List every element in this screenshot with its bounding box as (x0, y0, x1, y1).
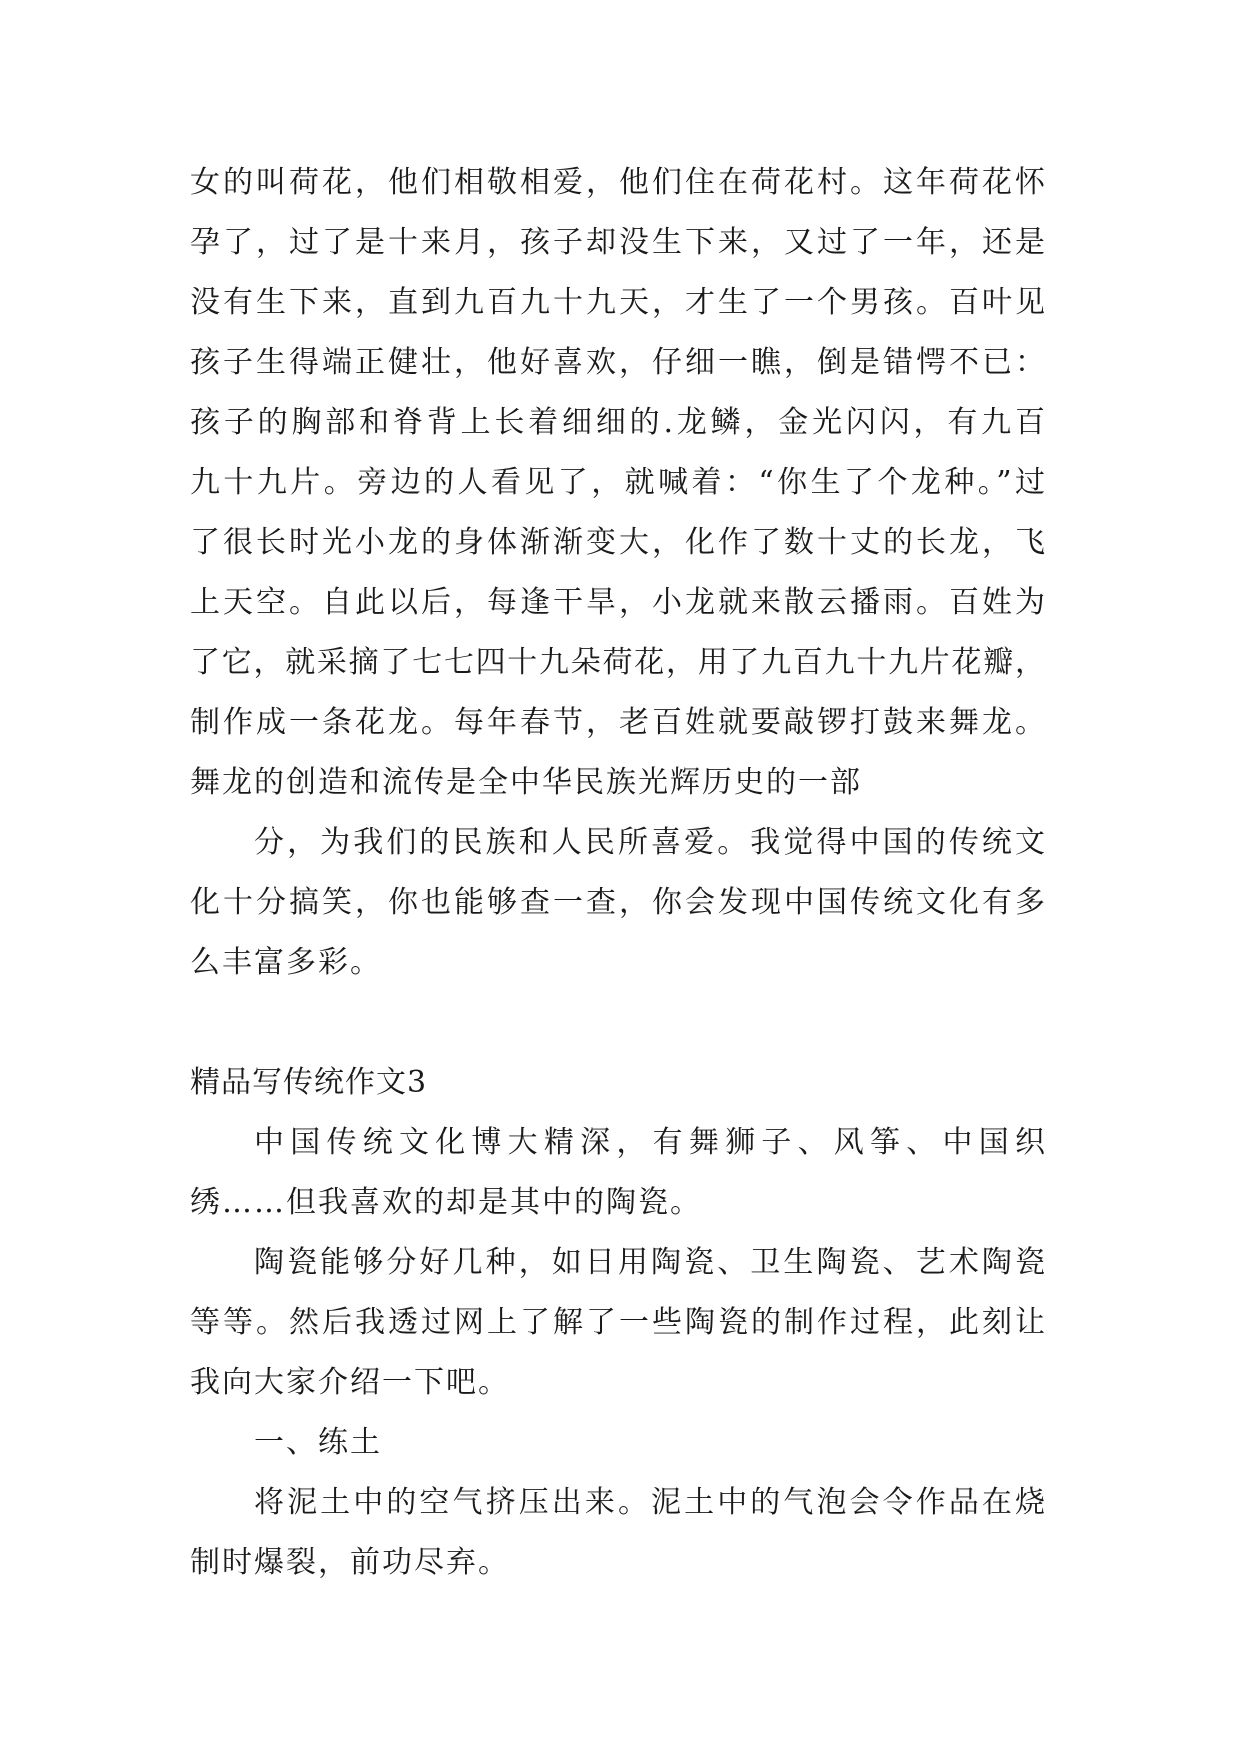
text-line: 我向大家介绍一下吧。 (190, 1365, 510, 1400)
text-line: 孩子的胸部和脊背上长着细细的.龙鳞，金光闪闪，有九百 (190, 405, 1045, 440)
text-line: 绣……但我喜欢的却是其中的陶瓷。 (190, 1185, 702, 1220)
section-title: 精品写传统作文3 (190, 1065, 428, 1100)
text-line: 孩子生得端正健壮，他好喜欢，仔细一瞧，倒是错愕不已： (190, 345, 1045, 380)
text-line: 了它，就采摘了七七四十九朵荷花，用了九百九十九片花瓣， (190, 645, 1045, 680)
text-line: 了很长时光小龙的身体渐渐变大，化作了数十丈的长龙，飞 (190, 525, 1045, 560)
text-line: 等等。然后我透过网上了解了一些陶瓷的制作过程，此刻让 (190, 1305, 1045, 1340)
text-line: 孕了，过了是十来月，孩子却没生下来，又过了一年，还是 (190, 225, 1045, 260)
text-line: 制作成一条花龙。每年春节，老百姓就要敲锣打鼓来舞龙。 (190, 705, 1045, 740)
text-line: 么丰富多彩。 (190, 945, 382, 980)
step-heading: 一、练土 (254, 1425, 382, 1460)
text-line: 舞龙的创造和流传是全中华民族光辉历史的一部 (190, 765, 862, 800)
text-line: 上天空。自此以后，每逢干旱，小龙就来散云播雨。百姓为 (190, 585, 1045, 620)
text-line: 制时爆裂，前功尽弃。 (190, 1545, 510, 1580)
text-line: 陶瓷能够分好几种，如日用陶瓷、卫生陶瓷、艺术陶瓷 (254, 1245, 1045, 1280)
text-line: 女的叫荷花，他们相敬相爱，他们住在荷花村。这年荷花怀 (190, 165, 1045, 200)
text-line: 九十九片。旁边的人看见了，就喊着：“你生了个龙种。”过 (190, 465, 1045, 500)
text-line: 化十分搞笑，你也能够查一查，你会发现中国传统文化有多 (190, 885, 1045, 920)
text-line: 将泥土中的空气挤压出来。泥土中的气泡会令作品在烧 (254, 1485, 1045, 1520)
text-line: 没有生下来，直到九百九十九天，才生了一个男孩。百叶见 (190, 285, 1045, 320)
text-line: 中国传统文化博大精深，有舞狮子、风筝、中国织 (254, 1125, 1045, 1160)
text-line: 分，为我们的民族和人民所喜爱。我觉得中国的传统文 (254, 825, 1045, 860)
